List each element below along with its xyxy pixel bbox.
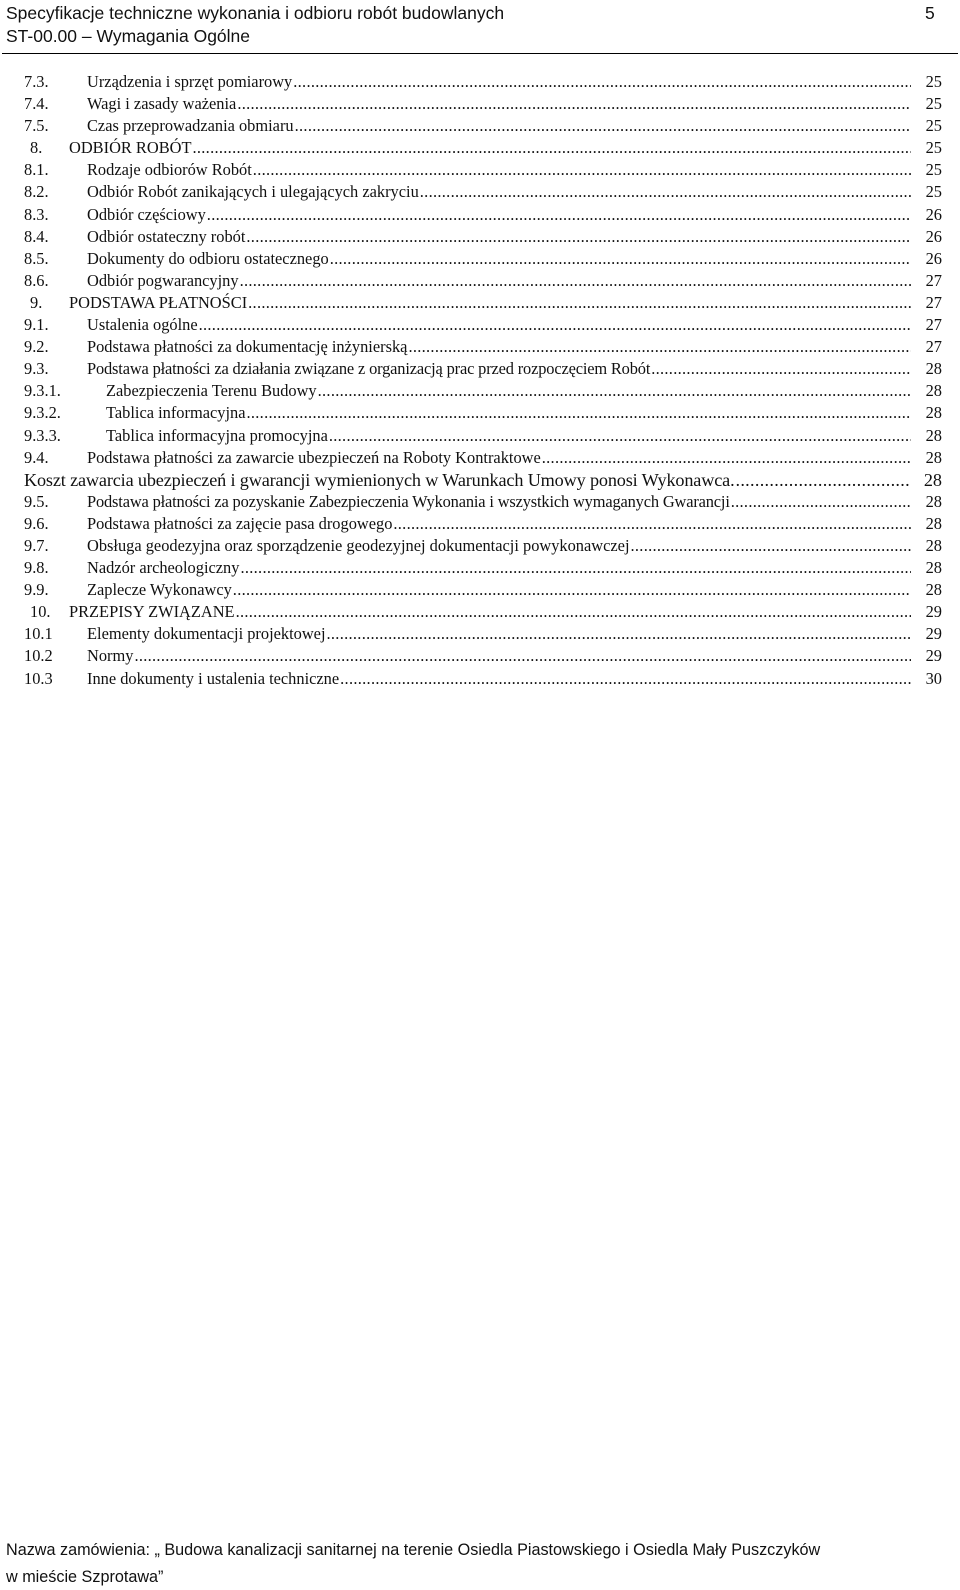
toc-entry[interactable] [0,71,960,93]
toc-entry-title: Rodzaje odbiorów Robót [87,160,252,180]
toc-dot-leader [731,491,911,513]
toc-dot-leader [253,159,911,181]
page-number: 5 [925,3,935,23]
toc-entry-page: 27 [925,292,942,312]
toc-entry[interactable] [0,425,960,447]
toc-entry-number: 10. [30,602,51,622]
toc-entry-page: 28 [925,558,942,578]
toc-dot-leader [340,668,911,690]
toc-entry-number: 8.2. [24,182,49,202]
toc-entry-title: Podstawa płatności za działania związane z organizacją prac przed rozpoczęciem Robót [87,359,651,379]
toc-entry-title: PRZEPISY ZWIĄZANE [69,602,235,622]
toc-entry-title: Wagi i zasady ważenia [87,94,237,114]
toc-entry-number: 9.5. [24,491,49,511]
toc-entry-page: 27 [925,270,942,290]
toc-entry-number: 10.3 [24,668,53,688]
toc-entry-title: Dokumenty do odbioru ostatecznego [87,248,329,268]
toc-entry-page: 27 [925,315,942,335]
toc-entry-number: 9.3.3. [24,425,61,445]
toc-entry-number: 8. [30,138,43,158]
footer-order-name: Nazwa zamówienia: „ Budowa kanalizacji sanitarnej na terenie Osiedla Piastowskiego i Osiedla Mały Puszczyków [6,1541,821,1559]
toc-entry[interactable] [0,447,960,469]
toc-entry[interactable] [0,137,960,159]
toc-dot-leader [293,71,911,93]
toc-entry[interactable] [0,336,960,358]
toc-entry-page: 25 [925,72,942,91]
toc-entry-title: Koszt zawarcia ubezpieczeń i gwarancji wymienionych w Warunkach Umowy ponosi Wykonawca. [24,469,735,490]
toc-entry-number: 8.5. [24,248,49,268]
toc-dot-leader [735,469,911,491]
toc-entry-page: 25 [925,160,942,180]
toc-entry-title: Normy [87,646,134,666]
header-divider [2,53,958,54]
toc-entry-page: 28 [925,359,942,379]
toc-entry-title: Podstawa płatności za dokumentację inżynierską [87,337,408,357]
toc-entry-number: 7.4. [24,94,49,114]
footer-order-name-cont: w mieście Szprotawa” [6,1568,164,1586]
toc-dot-leader [248,292,911,314]
toc-entry-title: Odbiór częściowy [87,204,206,224]
toc-entry-title: Tablica informacyjna promocyjna [106,425,328,445]
table-of-contents [0,71,960,690]
toc-entry[interactable] [0,513,960,535]
toc-dot-leader [233,579,911,601]
toc-entry-page: 29 [925,602,942,622]
toc-entry-page: 28 [925,535,942,555]
toc-entry-page: 28 [925,447,942,467]
toc-entry-page: 29 [925,624,942,644]
toc-entry-page: 28 [925,580,942,600]
toc-entry-page: 26 [925,204,942,224]
toc-entry-number: 9. [30,292,43,312]
document-subtitle: ST-00.00 – Wymagania Ogólne [6,26,251,46]
toc-entry[interactable] [0,270,960,292]
toc-entry[interactable] [0,115,960,137]
toc-entry-page: 28 [925,425,942,445]
toc-entry-number: 10.2 [24,646,53,666]
toc-entry-number: 9.3.2. [24,403,61,423]
toc-entry-number: 9.2. [24,337,49,357]
toc-entry-number: 9.9. [24,580,49,600]
toc-dot-leader [236,601,911,623]
toc-entry-number: 8.6. [24,270,49,290]
toc-entry[interactable] [0,557,960,579]
toc-entry-number: 9.7. [24,535,49,555]
toc-dot-leader [240,557,911,579]
toc-entry-title: Odbiór pogwarancyjny [87,270,239,290]
toc-dot-leader [246,226,911,248]
toc-entry[interactable] [0,226,960,248]
toc-entry[interactable] [0,380,960,402]
toc-dot-leader [631,535,912,557]
toc-entry-title: Zabezpieczenia Terenu Budowy [106,381,317,401]
toc-entry-number: 9.3.1. [24,381,61,401]
toc-dot-leader [420,181,911,203]
toc-entry-page: 25 [925,182,942,202]
toc-entry-number: 9.4. [24,447,49,467]
toc-entry-page: 25 [925,94,942,114]
toc-entry[interactable] [0,159,960,181]
toc-entry-title: PODSTAWA PŁATNOŚCI [69,292,248,312]
toc-entry-number: 10.1 [24,624,53,644]
toc-entry-number: 9.3. [24,359,49,379]
toc-dot-leader [134,645,911,667]
toc-entry[interactable] [0,491,960,513]
toc-entry[interactable] [0,645,960,667]
toc-entry-title: Nadzór archeologiczny [87,558,240,578]
toc-entry-page: 28 [925,381,942,401]
toc-entry-number: 8.1. [24,160,49,180]
toc-entry-page: 27 [925,337,942,357]
toc-dot-leader [651,358,911,380]
toc-dot-leader [408,336,911,358]
toc-dot-leader [318,380,911,402]
toc-entry-number: 7.5. [24,116,49,136]
toc-dot-leader [246,402,911,424]
toc-dot-leader [330,248,911,270]
toc-entry-title: Urządzenia i sprzęt pomiarowy [87,72,293,91]
toc-entry[interactable] [0,668,960,690]
toc-entry-page: 28 [923,469,942,490]
toc-entry[interactable] [0,535,960,557]
toc-entry-number: 9.1. [24,315,49,335]
toc-entry[interactable] [0,292,960,314]
toc-entry-title: Elementy dokumentacji projektowej [87,624,326,644]
document-title: Specyfikacje techniczne wykonania i odbioru robót budowlanych [6,3,505,23]
toc-dot-leader [542,447,911,469]
toc-entry[interactable] [0,248,960,270]
toc-entry-title: Ustalenia ogólne [87,315,198,335]
toc-entry-page: 25 [925,138,942,158]
toc-entry-title: Odbiór Robót zanikających i ulegających zakryciu [87,182,419,202]
toc-entry-page: 25 [925,116,942,136]
toc-dot-leader [329,425,911,447]
toc-entry-number: 7.3. [24,72,49,91]
toc-entry-number: 8.3. [24,204,49,224]
toc-entry-page: 30 [925,668,942,688]
toc-entry-title: Podstawa płatności za zawarcie ubezpieczeń na Roboty Kontraktowe [87,447,541,467]
toc-dot-leader [295,115,911,137]
toc-entry-page: 28 [925,403,942,423]
toc-entry-number: 9.8. [24,558,49,578]
toc-dot-leader [237,93,911,115]
toc-entry[interactable] [0,181,960,203]
toc-entry[interactable] [0,469,960,491]
toc-entry-page: 29 [925,646,942,666]
toc-entry[interactable] [0,623,960,645]
toc-entry[interactable] [0,402,960,424]
toc-entry-title: Czas przeprowadzania obmiaru [87,116,294,136]
toc-dot-leader [240,270,911,292]
toc-entry-page: 28 [925,491,942,511]
toc-entry-title: Odbiór ostateczny robót [87,226,246,246]
toc-entry[interactable] [0,601,960,623]
toc-entry-title: Podstawa płatności za zajęcie pasa drogowego [87,513,393,533]
toc-entry-title: Obsługa geodezyjna oraz sporządzenie geodezyjnej dokumentacji powykonawczej [87,535,630,555]
toc-dot-leader [393,513,911,535]
toc-entry[interactable] [0,579,960,601]
toc-entry[interactable] [0,314,960,336]
toc-entry-title: Zaplecze Wykonawcy [87,580,232,600]
toc-entry-title: Tablica informacyjna [106,403,246,423]
toc-entry-number: 8.4. [24,226,49,246]
toc-entry[interactable] [0,358,960,380]
toc-entry[interactable] [0,93,960,115]
toc-entry-title: ODBIÓR ROBÓT [69,138,192,158]
toc-entry-title: Inne dokumenty i ustalenia techniczne [87,668,340,688]
toc-dot-leader [207,204,911,226]
toc-entry-number: 9.6. [24,513,49,533]
toc-dot-leader [192,137,911,159]
toc-entry-page: 26 [925,226,942,246]
toc-entry-page: 28 [925,513,942,533]
toc-entry[interactable] [0,204,960,226]
toc-dot-leader [327,623,911,645]
toc-entry-page: 26 [925,248,942,268]
toc-entry-title: Podstawa płatności za pozyskanie Zabezpieczenia Wykonania i wszystkich wymaganych Gwarancji [87,491,730,511]
page-header [0,0,960,52]
toc-dot-leader [199,314,911,336]
